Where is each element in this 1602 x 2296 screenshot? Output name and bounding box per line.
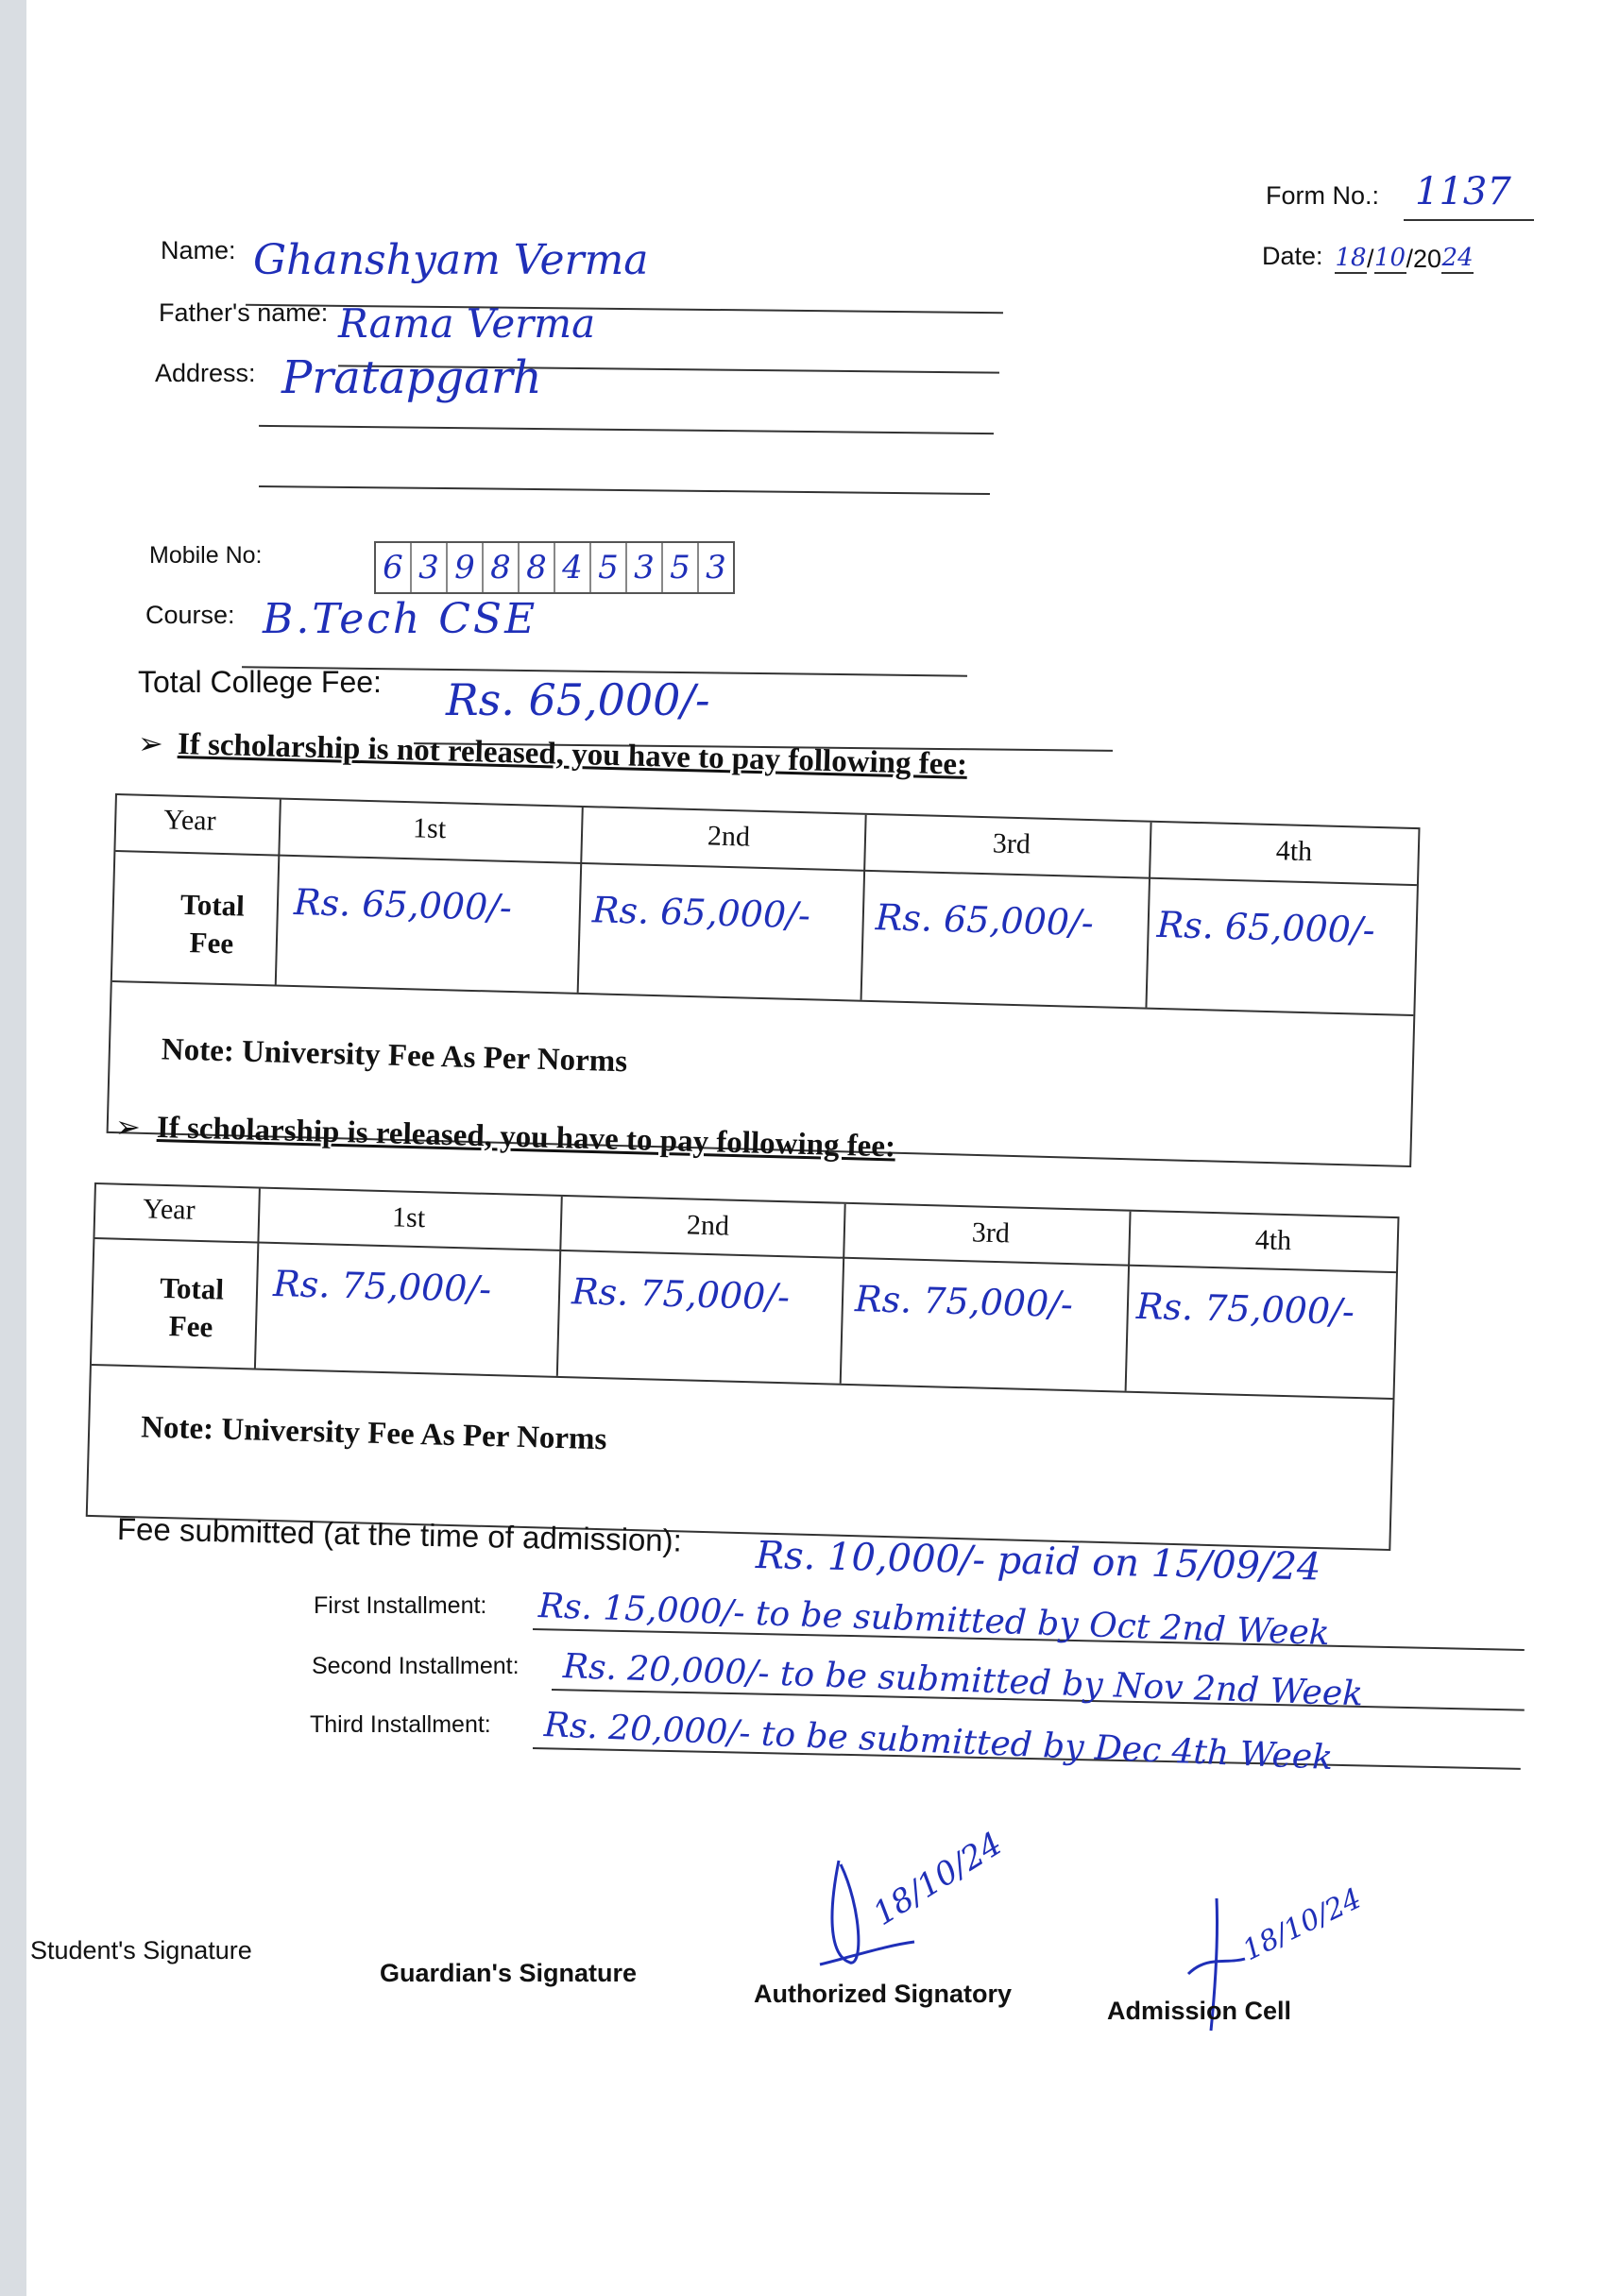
mobile-digit: 5 bbox=[663, 543, 699, 592]
date-century: 20 bbox=[1413, 245, 1442, 273]
row-label-total: Total bbox=[159, 1270, 225, 1306]
admission-cell-label: Admission Cell bbox=[1107, 1997, 1292, 2025]
year-header-3rd: 3rd bbox=[992, 827, 1031, 860]
first-installment-label: First Installment: bbox=[314, 1592, 487, 1619]
not-released-heading: If scholarship is not released, you have to pay following fee: bbox=[177, 727, 968, 782]
fee-year-4: Rs. 75,000/- bbox=[1135, 1284, 1355, 1333]
second-installment-label: Second Installment: bbox=[312, 1653, 520, 1679]
fee-table-not-released bbox=[107, 793, 1421, 1167]
year-header-1st: 1st bbox=[391, 1201, 426, 1234]
fee-year-1: Rs. 65,000/- bbox=[293, 880, 513, 929]
mobile-digit: 6 bbox=[376, 543, 412, 592]
note-not-released: Note: University Fee As Per Norms bbox=[161, 1032, 628, 1080]
first-installment-value: Rs. 15,000/- to be submitted by Oct 2nd Week bbox=[537, 1587, 1331, 1654]
mobile-label: Mobile No: bbox=[149, 542, 263, 569]
mobile-digit: 8 bbox=[484, 543, 520, 592]
bullet-arrow-icon: ➢ bbox=[138, 726, 163, 760]
course-value: B.Tech CSE bbox=[263, 595, 538, 643]
mobile-digit: 3 bbox=[627, 543, 663, 592]
row-label-fee: Fee bbox=[189, 926, 234, 961]
mobile-digit: 8 bbox=[520, 543, 555, 592]
mobile-digit: 9 bbox=[448, 543, 484, 592]
date-day: 18 bbox=[1335, 244, 1367, 272]
row-label-fee: Fee bbox=[168, 1309, 213, 1344]
date-label: Date: bbox=[1262, 242, 1323, 270]
form-no-label: Form No.: bbox=[1266, 181, 1380, 210]
year-header: Year bbox=[142, 1193, 196, 1226]
mobile-digit: 5 bbox=[591, 543, 627, 592]
bullet-arrow-icon: ➢ bbox=[115, 1110, 141, 1144]
father-label: Father's name: bbox=[159, 298, 329, 327]
row-label-total: Total bbox=[179, 887, 246, 923]
fee-year-3: Rs. 65,000/- bbox=[875, 896, 1095, 944]
address-label: Address: bbox=[155, 359, 256, 387]
year-header-2nd: 2nd bbox=[707, 820, 751, 853]
name-value: Ghanshyam Verma bbox=[253, 236, 649, 284]
fee-year-4: Rs. 65,000/- bbox=[1156, 903, 1376, 951]
note-released: Note: University Fee As Per Norms bbox=[140, 1410, 607, 1457]
date-year: 24 bbox=[1441, 244, 1474, 272]
year-header-2nd: 2nd bbox=[686, 1209, 730, 1242]
fee-year-1: Rs. 75,000/- bbox=[272, 1262, 492, 1311]
name-label: Name: bbox=[161, 236, 236, 264]
course-label: Course: bbox=[145, 601, 235, 629]
total-fee-label: Total College Fee: bbox=[138, 665, 382, 699]
admission-fee-value: Rs. 10,000/- paid on 15/09/24 bbox=[755, 1534, 1321, 1590]
second-installment-value: Rs. 20,000/- to be submitted by Nov 2nd Week bbox=[562, 1647, 1364, 1714]
admission-fee-label: Fee submitted (at the time of admission): bbox=[116, 1511, 683, 1558]
total-fee-value: Rs. 65,000/- bbox=[446, 674, 710, 725]
address-value: Pratapgarh bbox=[281, 351, 542, 404]
date-field: 18 / 10 / 20 24 bbox=[1335, 244, 1474, 273]
mobile-number-boxes bbox=[374, 541, 735, 594]
fee-year-2: Rs. 65,000/- bbox=[591, 889, 811, 937]
fee-year-3: Rs. 75,000/- bbox=[854, 1278, 1074, 1326]
admission-cell-sign-date: 18/10/24 bbox=[1237, 1881, 1367, 1968]
student-signature-label: Student's Signature bbox=[30, 1936, 252, 1964]
authorized-sign-date: 18/10/24 bbox=[866, 1825, 1010, 1933]
mobile-digit: 4 bbox=[555, 543, 591, 592]
form-no-value: 1137 bbox=[1415, 170, 1511, 213]
mobile-digit: 3 bbox=[412, 543, 448, 592]
third-installment-label: Third Installment: bbox=[310, 1711, 491, 1738]
fee-table-released bbox=[86, 1182, 1400, 1551]
third-installment-value: Rs. 20,000/- to be submitted by Dec 4th Week bbox=[543, 1706, 1334, 1777]
authorized-signatory-label: Authorized Signatory bbox=[754, 1980, 1013, 2008]
year-header-1st: 1st bbox=[412, 812, 447, 845]
date-month: 10 bbox=[1373, 244, 1406, 272]
released-heading: If scholarship is released, you have to pay following fee: bbox=[156, 1111, 896, 1165]
year-header-4th: 4th bbox=[1254, 1224, 1292, 1257]
year-header: Year bbox=[162, 804, 216, 837]
fee-year-2: Rs. 75,000/- bbox=[571, 1270, 791, 1318]
form-page bbox=[26, 0, 1602, 2296]
guardian-signature-label: Guardian's Signature bbox=[380, 1959, 637, 1987]
year-header-3rd: 3rd bbox=[971, 1216, 1011, 1250]
mobile-digit: 3 bbox=[706, 549, 726, 587]
father-value: Rama Verma bbox=[338, 300, 596, 347]
year-header-4th: 4th bbox=[1275, 835, 1313, 868]
